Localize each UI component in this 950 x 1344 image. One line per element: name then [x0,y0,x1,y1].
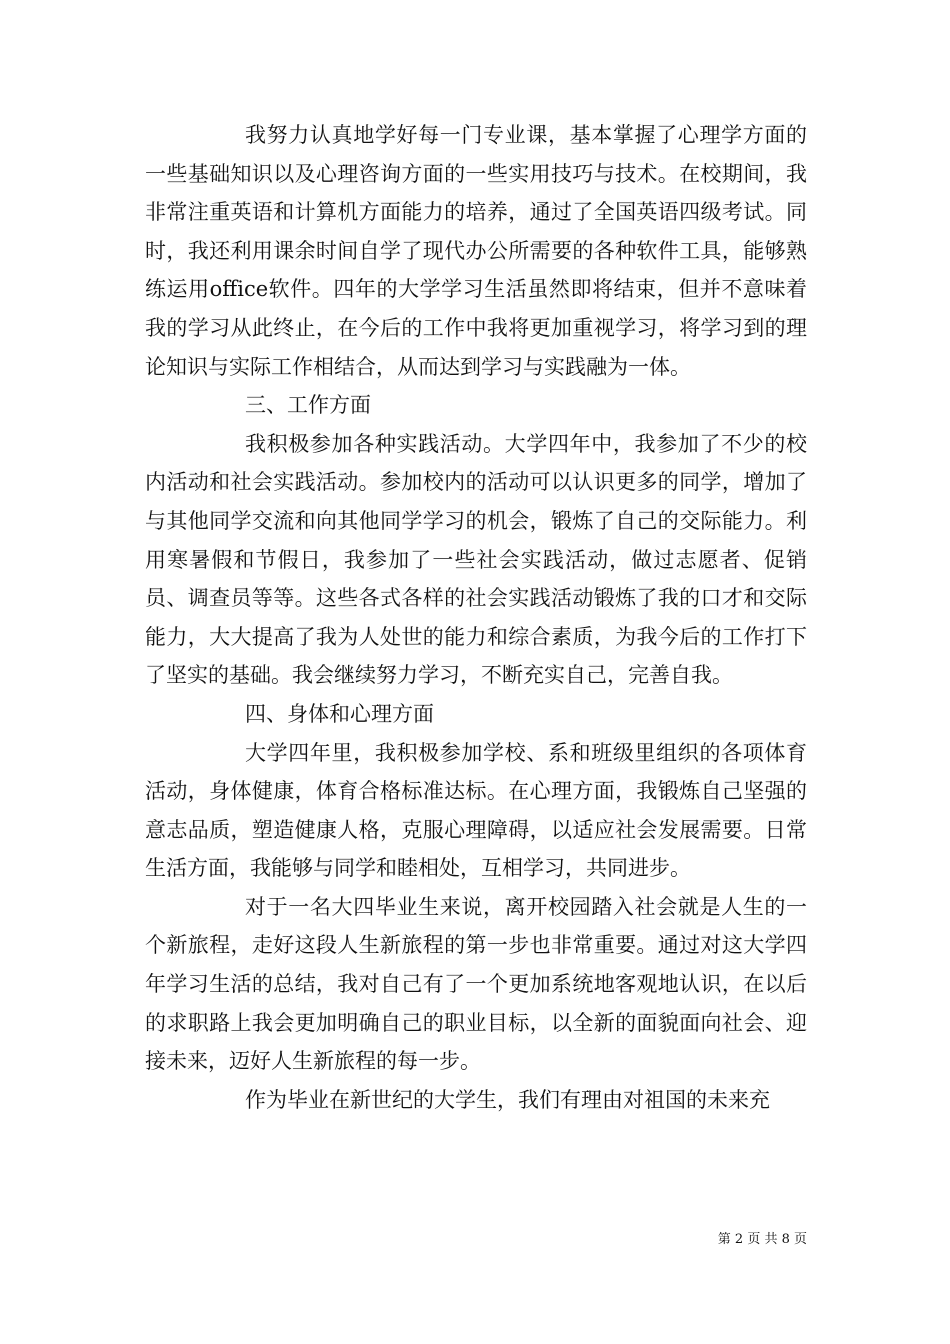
section-heading-work: 三、工作方面 [245,393,371,418]
document-body [145,116,807,1119]
section-heading-health: 四、身体和心理方面 [245,701,434,726]
page-number: 第 2 页 共 8 页 [717,1232,807,1247]
paragraph-study: 我努力认真地学好每一门专业课，基本掌握了心理学方面的一些基础知识以及心理咨询方面的一些实用技巧与技术。在校期间，我非常注重英语和计算机方面能力的培养，通过了全国英语四级考试。同时，我还利用课余时间自学了现代办公所需要的各种软件工具，能够熟练运用office软件。四年的大学学习生活虽然即将结束，但并不意味着我的学习从此终止，在今后的工作中我将更加重视学习，将学习到的理论知识与实际工作相结合，从而达到学习与实践融为一体。 [145,123,807,379]
paragraph-closing: 作为毕业在新世纪的大学生，我们有理由对祖国的未来充 [245,1087,770,1112]
paragraph-work: 我积极参加各种实践活动。大学四年中，我参加了不少的校内活动和社会实践活动。参加校内的活动可以认识更多的同学，增加了与其他同学交流和向其他同学学习的机会，锻炼了自己的交际能力。利用寒暑假和节假日，我参加了一些社会实践活动，做过志愿者、促销员、调查员等等。这些各式各样的社会实践活动锻炼了我的口才和交际能力，大大提高了我为人处世的能力和综合素质，为我今后的工作打下了坚实的基础。我会继续努力学习，不断充实自己，完善自我。 [145,431,807,688]
paragraph-health: 大学四年里，我积极参加学校、系和班级里组织的各项体育活动，身体健康，体育合格标准达标。在心理方面，我锻炼自己坚强的意志品质，塑造健康人格，克服心理障碍，以适应社会发展需要。日常生活方面，我能够与同学和睦相处，互相学习，共同进步。 [145,740,807,881]
paragraph-summary: 对于一名大四毕业生来说，离开校园踏入社会就是人生的一个新旅程，走好这段人生新旅程的第一步也非常重要。通过对这大学四年学习生活的总结，我对自己有了一个更加系统地客观地认识，在以后的求职路上我会更加明确自己的职业目标，以全新的面貌面向社会、迎接未来，迈好人生新旅程的每一步。 [145,894,807,1074]
